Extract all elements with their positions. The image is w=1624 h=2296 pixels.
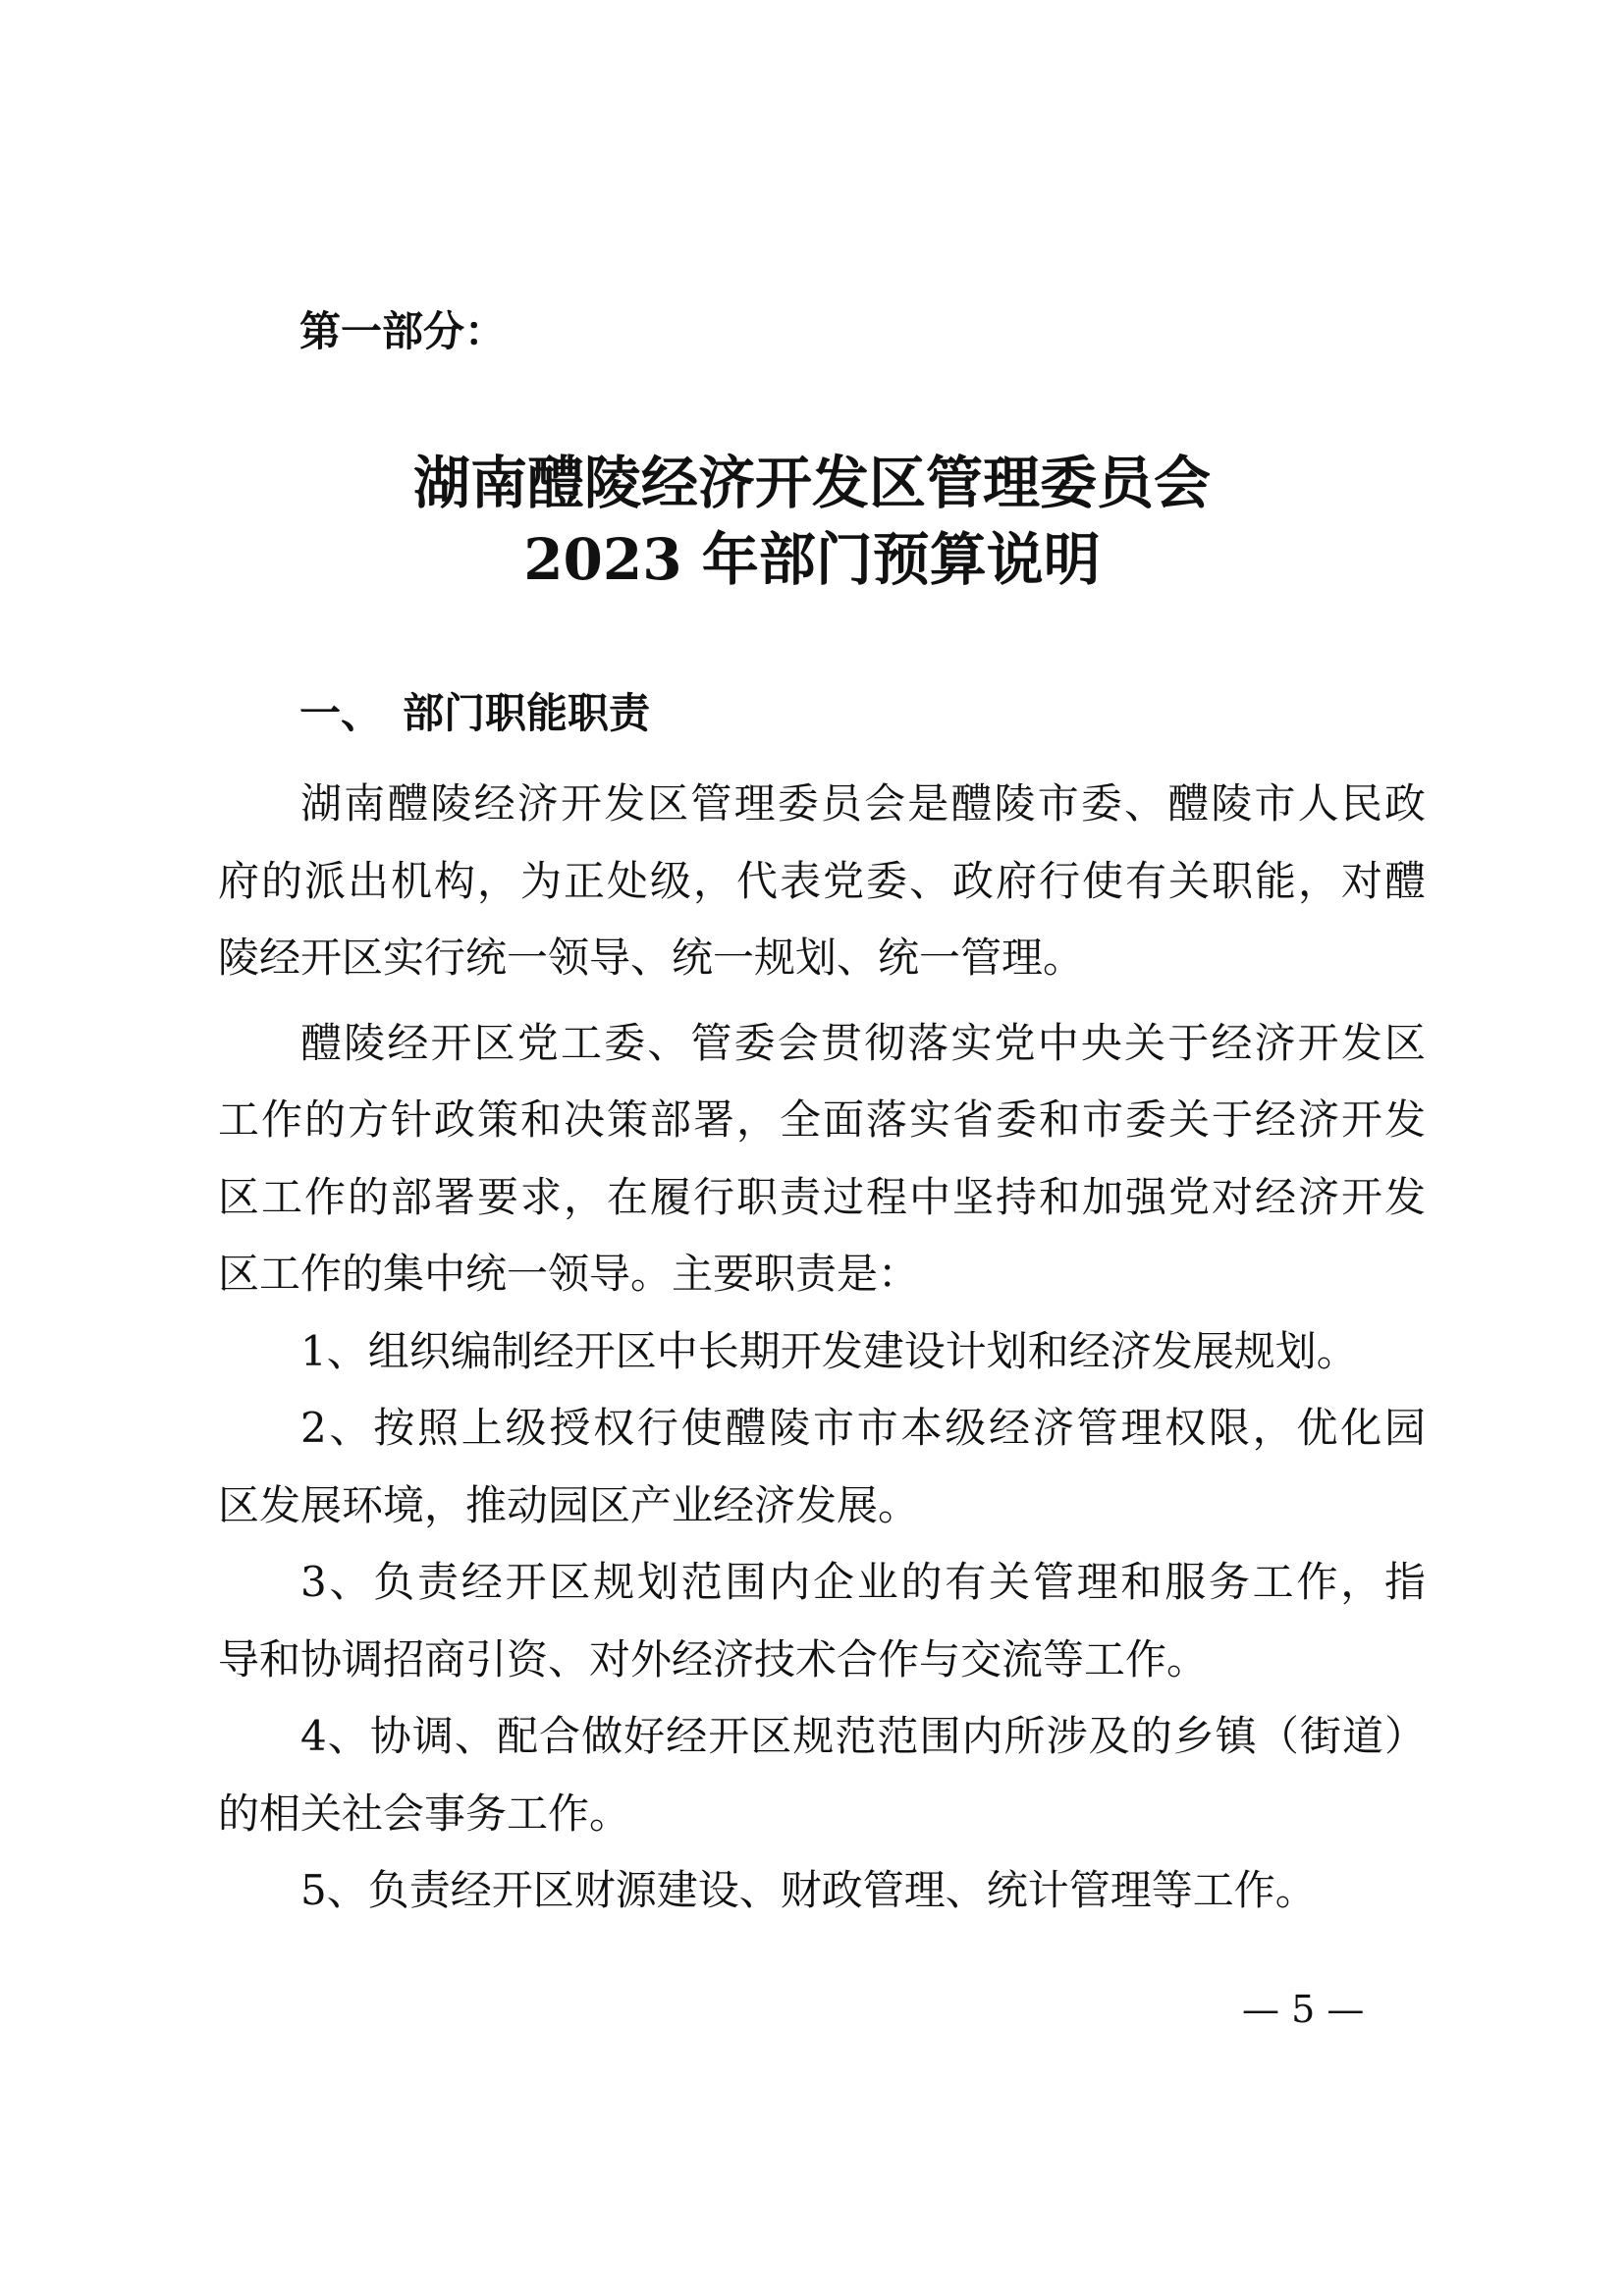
list-item: 3、负责经开区规划范围内企业的有关管理和服务工作，指 bbox=[300, 1558, 1426, 1606]
list-item: 1、组织编制经开区中长期开发建设计划和经济发展规划。 bbox=[300, 1326, 1358, 1375]
list-item: 4、协调、配合做好经开区规范范围内所涉及的乡镇（街道） bbox=[300, 1712, 1426, 1760]
paragraph-line: 陵经开区实行统一领导、统一规划、统一管理。 bbox=[218, 934, 1085, 982]
paragraph-line: 区工作的部署要求，在履行职责过程中坚持和加强党对经济开发 bbox=[218, 1172, 1426, 1221]
document-title-line-2: 2023 年部门预算说明 bbox=[523, 526, 1101, 593]
section-heading bbox=[299, 684, 650, 743]
part-label: 第一部分： bbox=[299, 307, 507, 355]
paragraph-line: 区工作的集中统一领导。主要职责是： bbox=[218, 1250, 920, 1298]
page-number: — 5 — bbox=[1242, 1988, 1365, 2031]
list-item-continuation: 区发展环境，推动园区产业经济发展。 bbox=[218, 1480, 920, 1529]
body-text bbox=[218, 766, 1426, 1930]
section-title: 部门职能职责 bbox=[403, 689, 651, 737]
list-item-continuation: 的相关社会事务工作。 bbox=[218, 1789, 631, 1838]
paragraph-line: 工作的方针政策和决策部署，全面落实省委和市委关于经济开发 bbox=[218, 1095, 1426, 1144]
document-title-line-1: 湖南醴陵经济开发区管理委员会 bbox=[412, 450, 1211, 516]
list-item-continuation: 导和协调招商引资、对外经济技术合作与交流等工作。 bbox=[218, 1634, 1209, 1683]
paragraph-line: 湖南醴陵经济开发区管理委员会是醴陵市委、醴陵市人民政 bbox=[300, 779, 1426, 828]
section-number: 一、 bbox=[299, 689, 383, 737]
paragraph-line: 府的派出机构，为正处级，代表党委、政府行使有关职能，对醴 bbox=[218, 856, 1426, 905]
list-item: 2、按照上级授权行使醴陵市市本级经济管理权限，优化园 bbox=[300, 1404, 1426, 1452]
paragraph-line: 醴陵经开区党工委、管委会贯彻落实党中央关于经济开发区 bbox=[300, 1018, 1426, 1067]
list-item: 5、负责经开区财源建设、财政管理、统计管理等工作。 bbox=[300, 1866, 1317, 1914]
